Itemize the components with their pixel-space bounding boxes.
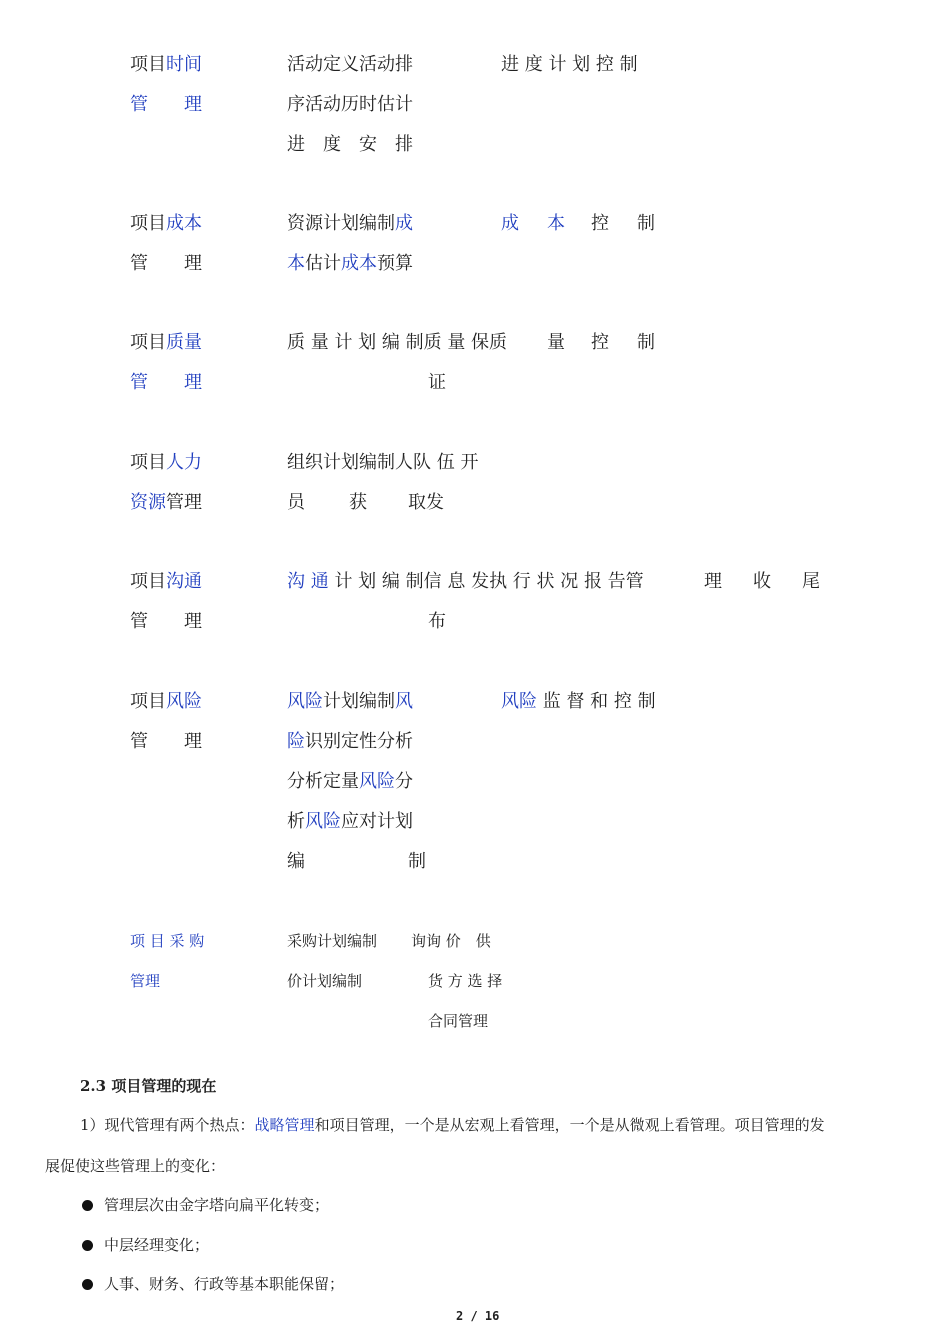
- area-label-line1: 项目风险: [130, 691, 202, 712]
- risk-link[interactable]: 险: [287, 731, 305, 752]
- process-line: 沟 通 计 划 编 制信 息 发执 行 状 况 报 告管: [287, 571, 644, 592]
- strategic-management-link[interactable]: 战略管理: [254, 1116, 315, 1134]
- risk-link[interactable]: 风: [395, 691, 413, 712]
- process-line: 证: [428, 372, 446, 393]
- risk-link[interactable]: 风险: [305, 811, 341, 832]
- area-label-line2: 管 理: [130, 611, 202, 632]
- process-word: 收: [753, 571, 771, 592]
- section-heading: 2.3 项目管理的现在: [80, 1077, 217, 1095]
- communication-link[interactable]: 沟 通: [287, 571, 329, 592]
- process-line: 质 量 计 划 编 制质 量 保质: [287, 332, 508, 353]
- process-word: 制: [408, 851, 426, 872]
- process-line: 价计划编制: [287, 972, 363, 990]
- col3-line: 货 方 选 择: [428, 972, 503, 990]
- control-word: 制: [637, 213, 655, 234]
- cost-link[interactable]: 本: [287, 253, 305, 274]
- page-number: 2 / 16: [456, 1309, 500, 1323]
- process-line: 布: [428, 611, 446, 632]
- col3-line: 合同管理: [428, 1012, 489, 1030]
- area-label-line2: 管 理: [130, 253, 202, 274]
- process-line: 分析定量风险分: [287, 771, 413, 792]
- process-word: 编: [287, 851, 305, 872]
- time-link[interactable]: 时间: [166, 54, 202, 75]
- communication-link[interactable]: 沟通: [166, 571, 202, 592]
- area-label-line1: 项目质量: [130, 332, 202, 353]
- process-line: 采购计划编制: [287, 932, 378, 950]
- col3-line: 询询 价 供: [411, 932, 491, 950]
- area-label-line2[interactable]: 管理: [130, 972, 161, 990]
- cost-link[interactable]: 成本: [341, 253, 377, 274]
- risk-link[interactable]: 风险: [166, 691, 202, 712]
- process-word: 获: [349, 492, 367, 513]
- paragraph-line1: 1）现代管理有两个热点：战略管理和项目管理，一个是从宏观上看管理，一个是从微观上看管理。项目管理的发: [80, 1116, 825, 1134]
- control-word[interactable]: 本: [547, 213, 565, 234]
- bullet-icon: [82, 1200, 93, 1211]
- bullet-icon: [82, 1279, 93, 1290]
- control-word: 控: [591, 332, 609, 353]
- control-word: 控: [591, 213, 609, 234]
- risk-link[interactable]: 风险: [359, 771, 395, 792]
- area-label-line1: 项目沟通: [130, 571, 202, 592]
- risk-link[interactable]: 风险: [501, 691, 537, 712]
- process-word: 尾: [802, 571, 820, 592]
- process-line: 本估计成本预算: [287, 253, 413, 274]
- process-line: 活动定义活动排: [287, 54, 413, 75]
- cost-link[interactable]: 成: [395, 213, 413, 234]
- area-label-line1: 项目人力: [130, 452, 202, 473]
- area-label-line2: 管 理: [130, 731, 202, 752]
- process-line: 风险计划编制风: [287, 691, 413, 712]
- process-line: 进 度 安 排: [287, 134, 413, 155]
- cost-link[interactable]: 成本: [166, 213, 202, 234]
- process-line: 析风险应对计划: [287, 811, 413, 832]
- area-label-line1[interactable]: 项 目 采 购: [130, 932, 205, 950]
- list-item: 管理层次由金字塔向扁平化转变；: [104, 1196, 330, 1214]
- process-word: 员: [287, 492, 305, 513]
- bullet-icon: [82, 1240, 93, 1251]
- area-label-line2: 资源管理: [130, 492, 202, 513]
- paragraph-line2: 展促使这些管理上的变化：: [45, 1157, 226, 1175]
- process-word: 取发: [408, 492, 444, 513]
- process-word: 理: [704, 571, 722, 592]
- process-line: 组织计划编制人队 伍 开: [287, 452, 479, 473]
- process-line: 资源计划编制成: [287, 213, 413, 234]
- list-item: 人事、财务、行政等基本职能保留；: [104, 1275, 345, 1293]
- control-label: 进 度 计 划 控 制: [501, 54, 638, 75]
- area-label-line1: 项目成本: [130, 213, 202, 234]
- process-line: 序活动历时估计: [287, 94, 413, 115]
- quality-link[interactable]: 质量: [166, 332, 202, 353]
- area-label-line2[interactable]: 管 理: [130, 94, 202, 115]
- process-line: 险识别定性分析: [287, 731, 413, 752]
- control-label: 风险 监 督 和 控 制: [501, 691, 656, 712]
- control-word: 制: [637, 332, 655, 353]
- control-word: 量: [547, 332, 565, 353]
- area-label-line1: 项目时间: [130, 54, 202, 75]
- hr-link[interactable]: 人力: [166, 452, 202, 473]
- resource-link[interactable]: 资源: [130, 492, 166, 513]
- control-word[interactable]: 成: [501, 213, 519, 234]
- list-item: 中层经理变化；: [104, 1236, 210, 1254]
- area-label-line2[interactable]: 管 理: [130, 372, 202, 393]
- risk-link[interactable]: 风险: [287, 691, 323, 712]
